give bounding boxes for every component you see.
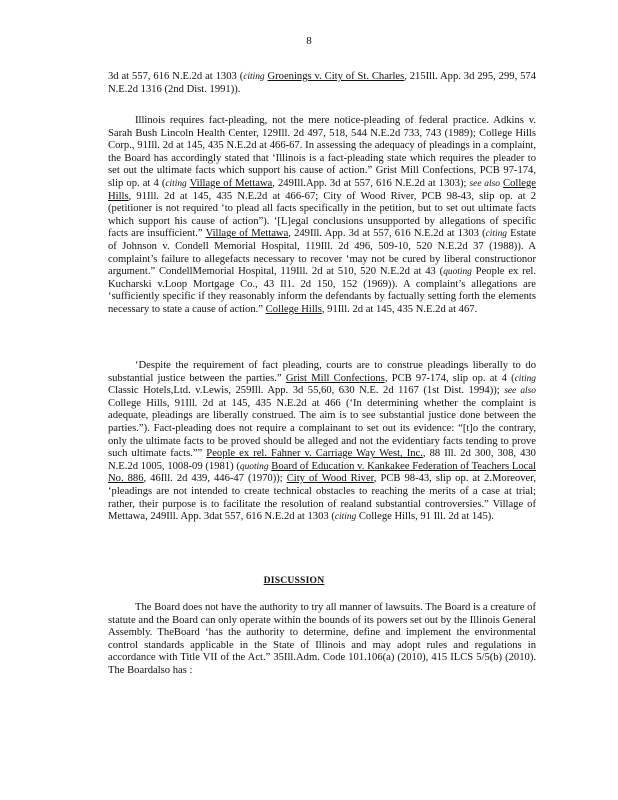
signal-word: see also — [504, 386, 536, 397]
text-run: College Hills, 91Ill. 2d at 145, 435 N.E.2d at 466 (‘In determining whether the complaint is adequate, pleadings are liberally construed. The aim is to see substantial justice done between the parties.”). Fact-pleading does not require a complainant to set out its evidence: “[t]o the contrary, only the ultimate facts to be proved should be alleged and not the evidentiary facts tending to prove such ultimate facts.”” — [108, 397, 536, 460]
page-number: 8 — [306, 35, 312, 47]
case-citation: College Hills — [108, 177, 536, 202]
paragraph-continuation — [108, 71, 536, 96]
case-citation: College Hills — [265, 303, 322, 315]
signal-word: see also — [469, 178, 500, 189]
text-run: Illinois requires fact-pleading, not the mere notice-pleading of federal practice. Adkins v. Sarah Bush Lincoln Health Center, 129Ill. 2d 497, 518, 544 N.E.2d 733, 743 (1989); College Hills Corp., 91Ill. 2d at 145, 435 N.E.2d at 466-67. In assessing the adequacy of pleadings in a complaint, the Board has accordingly stated that ‘Illinois is a fact-pleading state which requires the pleader to set out the ultimate facts which support his cause of action.” Grist Mill Confections, PCB 97-174, slip op. at 4 ( — [108, 115, 536, 189]
signal-word: citing — [165, 178, 187, 189]
text-run: Classic Hotels,Ltd. v.Lewis, 259Ill. App. 3d 55,60, 630 N.E. 2d 1167 (1st Dist. 1994)); — [108, 385, 505, 397]
signal-word: citing — [243, 72, 265, 82]
text-run: Estate of Johnson v. Condell Memorial Hospital, 119Ill. 2d 496, 509-10, 520 N.E.2d 37 (1988)). A complaint’s failure to allegefacts necessary to recover ‘may not be cured by liberal constructionor argument.” CondellMemorial Hospital, 119Ill. 2d at 510, 520 N.E.2d at 43 ( — [108, 228, 536, 278]
text-run: College Hills, 91 Ill. 2d at 145). — [356, 511, 494, 523]
paragraph-fact-pleading — [108, 115, 536, 317]
text-run: , 215Ill. App. 3d 295, 299, 574 N.E.2d 1316 (2nd Dist. 1991)). — [108, 71, 536, 95]
text-run: , 249Ill. App. 3d at 557, 616 N.E.2d at 1303 ( — [288, 228, 486, 240]
text-run: , 91Ill. 2d at 145, 435 N.E.2d at 466-67; City of Wood River, PCB 98-43, slip op. at 2 (petitioner is not required ‘to plead all facts specifically in the petition, but to set out ultimate facts which support his cause of action”). ‘[L]egal conclusions unsupported by allegations of specific facts are insufficient.” — [108, 190, 536, 240]
case-citation: Groenings v. City of St. Charles — [267, 71, 405, 82]
text-run: PCB 97-174, slip op. at 4 ( — [387, 372, 515, 384]
paragraph-discussion — [108, 602, 536, 678]
text-run: , PCB 98-43, slip op. at 2.Moreover, ‘pleadings are not intended to create technical obstacles to reaching the merits of a case at trial; rather, their purpose is to facilitate the resolution of realand substantial controversies.” Village of Mettawa, 249Ill. App. 3dat 557, 616 N.E.2d at 1303 ( — [108, 473, 536, 523]
paragraph-liberal-construction — [108, 360, 536, 524]
text-run: , 88 Ill. 2d 300, 308, 430 N.E.2d 1005, 1008-09 (1981) ( — [108, 448, 536, 472]
signal-word: citing — [334, 512, 357, 523]
text-run: , 91Ill. 2d at 145, 435 N.E.2d at 467. — [321, 303, 478, 315]
signal-word: citing — [485, 229, 507, 240]
signal-word: quoting — [239, 461, 269, 472]
text-run: , 249Ill.App. 3d at 557, 616 N.E.2d at 1303); — [272, 177, 470, 189]
text-run: The Board does not have the authority to try all manner of lawsuits. The Board is a creature of statute and the Board can only operate within the bounds of its powers set out by the Illinois General Assembly. TheBoard ‘has the authority to determine, define and implement the environmental control standards applicable in the State of Illinois and may adopt rules and regulations in accordance with Title VII of the Act.” 35Ill.Adm. Code 101.106(a) (2010), 415 ILCS 5/5(b) (2010). The Boardalso has : — [108, 602, 536, 676]
signal-word: quoting — [443, 267, 472, 278]
text-run: 3d at 557, 616 N.E.2d at 1303 ( — [108, 71, 244, 82]
case-citation: Board of Education v. Kankakee Federation of Teachers Local No. 886 — [108, 460, 537, 485]
text-run: , 46Ill. 2d 439, 446-47 (1970)); — [143, 473, 287, 485]
case-citation: Village of Mettawa — [205, 228, 289, 240]
text-run: ‘Despite the requirement of fact pleading, courts are to construe pleadings liberally to do substantial justice between the parties.” — [108, 360, 536, 384]
signal-word: citing — [514, 373, 536, 384]
text-run: People ex rel. Kucharski v.Loop Mortgage Co., 43 Il1. 2d 150, 152 (1969)). A complaint’s allegations are ‘sufficiently specific if they reasonably inform the defendants by factually setting forth the elements necessary to state a cause of action.” — [108, 266, 536, 315]
case-citation: People ex rel. Fahner v. Carriage Way West, Inc. — [206, 448, 423, 460]
case-citation: City of Wood River — [286, 473, 374, 485]
section-heading-discussion: DISCUSSION — [263, 575, 325, 586]
case-citation: Village of Mettawa — [189, 177, 273, 189]
case-citation: Grist Mill Confections, — [285, 372, 388, 384]
